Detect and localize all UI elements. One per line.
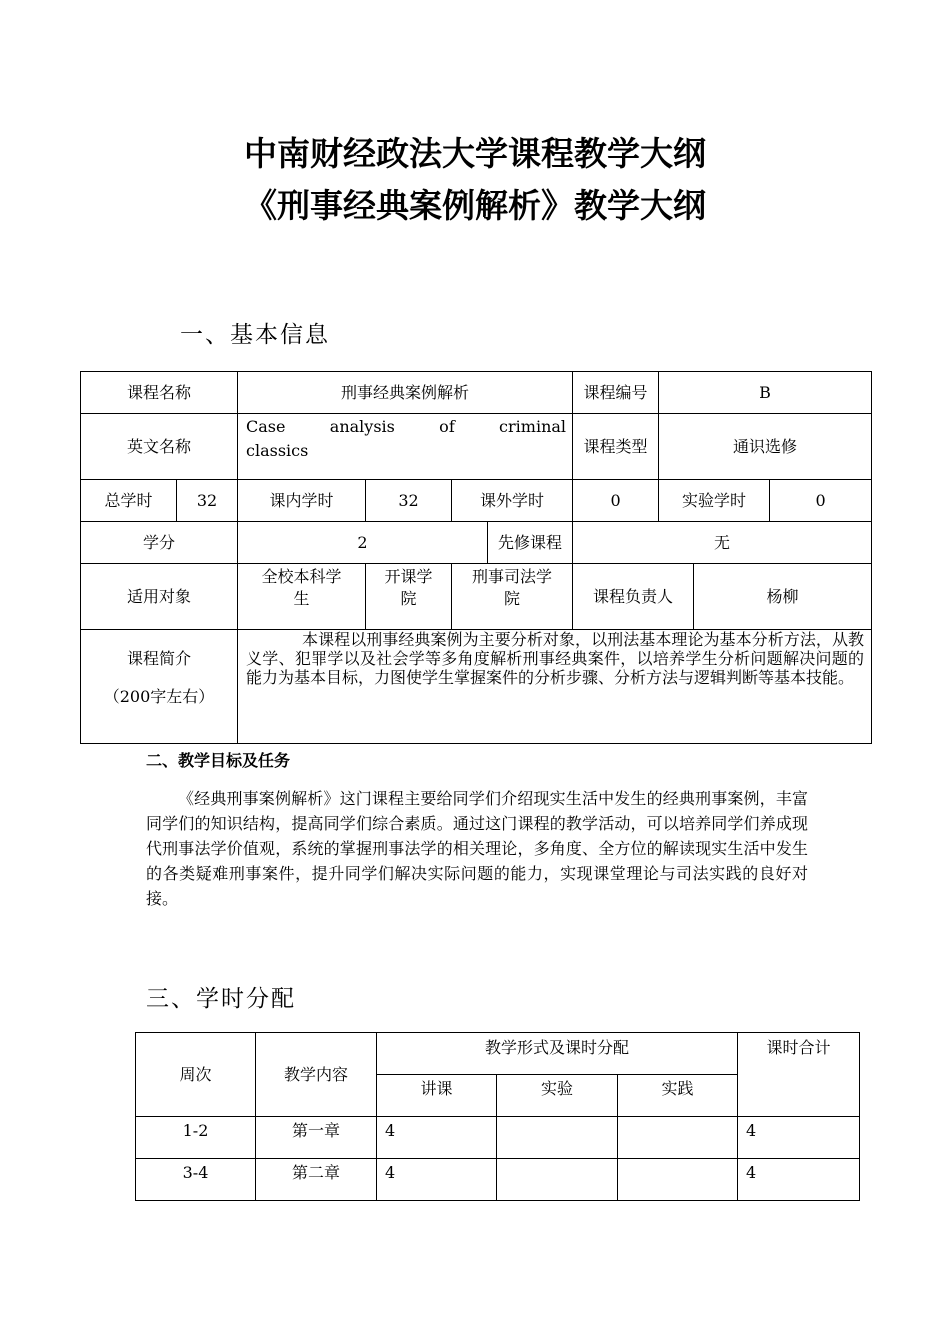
- hours-allocation-table: [135, 1032, 860, 1201]
- row-lab: [497, 1117, 618, 1159]
- intro-label: 课程简介: [127, 649, 192, 668]
- dept-label-line1: 开课学: [384, 567, 433, 586]
- prereq-label: 先修课程: [488, 522, 573, 564]
- credits-label: 学分: [81, 522, 238, 564]
- audience-line2: 生: [293, 589, 310, 608]
- row-lecture: 4: [377, 1159, 497, 1201]
- document-title-line2: 《刑事经典案例解析》教学大纲: [244, 186, 706, 225]
- dept-line2: 院: [504, 589, 521, 608]
- english-name-line1: Case analysis of criminal: [246, 417, 567, 436]
- in-class-hours-value: 32: [366, 480, 452, 522]
- dept-value: [452, 564, 573, 630]
- row-lab: [497, 1159, 618, 1201]
- row-total: 4: [738, 1159, 860, 1201]
- row-content: 第一章: [256, 1117, 377, 1159]
- credits-value: 2: [238, 522, 488, 564]
- section1-heading: 一、基本信息: [180, 322, 330, 348]
- intro-label-note: （200字左右）: [103, 687, 215, 706]
- col-form-header: 教学形式及课时分配: [377, 1033, 738, 1075]
- col-content-header: 教学内容: [256, 1033, 377, 1117]
- row-lecture: 4: [377, 1117, 497, 1159]
- total-hours-value: 32: [177, 480, 238, 522]
- row-practice: [618, 1117, 738, 1159]
- english-name-value: [238, 414, 573, 480]
- english-name-line2: classics: [246, 441, 309, 460]
- row-content: 第二章: [256, 1159, 377, 1201]
- english-name-label: 英文名称: [81, 414, 238, 480]
- audience-value: [238, 564, 366, 630]
- dept-label-line2: 院: [400, 589, 417, 608]
- row-total: 4: [738, 1117, 860, 1159]
- total-hours-label: 总学时: [81, 480, 177, 522]
- dept-line1: 刑事司法学: [472, 567, 553, 586]
- section2-paragraph: 《经典刑事案例解析》这门课程主要给同学们介绍现实生活中发生的经典刑事案例，丰富同学们的知识结构，提高同学们综合素质。通过这门课程的教学活动，可以培养同学们养成现代刑事法学价值观，系统的掌握刑事法学的相关理论，多角度、全方位的解读现实生活中发生的各类疑难刑事案件，提升同学们解决实际问题的能力，实现课堂理论与司法实践的良好对接。: [146, 789, 808, 908]
- row-week: 3-4: [136, 1159, 256, 1201]
- row-week: 1-2: [136, 1117, 256, 1159]
- dept-label: [366, 564, 452, 630]
- intro-label-cell: [81, 630, 238, 744]
- basic-info-table: [80, 371, 872, 744]
- out-class-hours-value: 0: [573, 480, 659, 522]
- table-row: [136, 1117, 860, 1159]
- intro-text: 本课程以刑事经典案例为主要分析对象，以刑法基本理论为基本分析方法，从教义学、犯罪学以及社会学等多角度解析刑事经典案件，以培养学生分析问题解决问题的能力为基本目标，力图使学生掌握案件的分析步骤、分析方法与逻辑判断等基本技能。: [238, 630, 872, 744]
- lab-hours-value: 0: [770, 480, 872, 522]
- course-type-value: 通识选修: [659, 414, 872, 480]
- in-class-hours-label: 课内学时: [238, 480, 366, 522]
- sub-lecture-header: 讲课: [377, 1075, 497, 1117]
- out-class-hours-label: 课外学时: [452, 480, 573, 522]
- course-type-label: 课程类型: [573, 414, 659, 480]
- course-lead-label: 课程负责人: [573, 564, 694, 630]
- course-name-label: 课程名称: [81, 372, 238, 414]
- course-code-value: B: [659, 372, 872, 414]
- prereq-value: 无: [573, 522, 872, 564]
- audience-line1: 全校本科学: [261, 567, 342, 586]
- section3-heading: 三、学时分配: [146, 986, 296, 1012]
- section2-heading: 二、教学目标及任务: [146, 751, 291, 770]
- course-code-label: 课程编号: [573, 372, 659, 414]
- audience-label: 适用对象: [81, 564, 238, 630]
- lab-hours-label: 实验学时: [659, 480, 770, 522]
- table-row: [136, 1159, 860, 1201]
- row-practice: [618, 1159, 738, 1201]
- course-name-value: 刑事经典案例解析: [238, 372, 573, 414]
- sub-practice-header: 实践: [618, 1075, 738, 1117]
- document-title-line1: 中南财经政法大学课程教学大纲: [244, 134, 706, 173]
- course-lead-value: 杨柳: [694, 564, 872, 630]
- sub-lab-header: 实验: [497, 1075, 618, 1117]
- col-total-header: 课时合计: [738, 1033, 860, 1117]
- col-week-header: 周次: [136, 1033, 256, 1117]
